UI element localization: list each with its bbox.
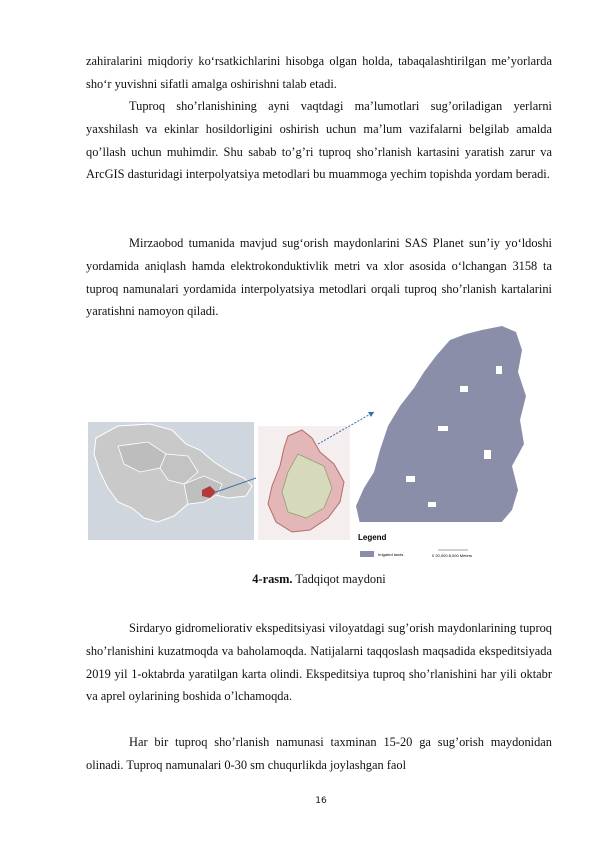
irrigated-lands-shape <box>356 326 526 544</box>
non-irrigated-patch <box>460 386 468 392</box>
legend-title: Legend <box>358 533 387 542</box>
scale-text: 0 20,000 8,000 Meters <box>432 553 473 558</box>
mirzaobod-irrigated-map <box>350 326 526 564</box>
arrow-head <box>368 412 374 417</box>
non-irrigated-patch <box>438 426 448 431</box>
non-irrigated-patch <box>484 450 491 459</box>
paragraph-5: Har bir tuproq sho’rlanish namunasi taxminan 15-20 ga sug’orish maydonidan olinadi. Tuproq namunalari 0-30 sm chuqurlikda joylashgan faol <box>86 735 552 772</box>
uzbekistan-map <box>88 422 256 540</box>
paragraph-4: Sirdaryo gidromeliorativ ekspeditsiyasi viloyatdagi sug’orish maydonlarining tuproq sho’rlanishini kuzatmoqda va baholamoqda. Natijalarni taqqoslash maqsadida ekspeditsiyada 2019 yil 1-oktabrda yaratilgan karta olindi. Ekspeditsiya tuproq sho’rlanishini har yili oktabr va aprel oylarining boshida o’lchamoqda. <box>86 621 552 704</box>
caption-label: 4-rasm. <box>252 572 293 586</box>
paragraph-2: Tuproq sho’rlanishining ayni vaqtdagi ma’lumotlari sug’oriladigan yerlarni yaxshilash va ekinlar hosildorligini oshirish uchun ma’lum vazifalarni belgilab amalda qo’llash uchun muhimdir. Shu sabab to’g’ri tuproq sho’rlanish kartasini yaratish zarur va ArcGIS dasturidagi interpolyatsiya metodlari bu muammoga yechim topishda yordam beradi. <box>86 99 552 182</box>
paragraph-1: zahiralarini miqdoriy ko‘rsatkichlarini hisobga olgan holda, tabaqalashtirilgan me’yorlarda sho‘r yuvishni sifatli amalga oshirishni talab etadi. <box>86 54 552 91</box>
page-number: 16 <box>315 796 327 806</box>
legend-item-label: Irrigated lands <box>378 552 404 557</box>
legend-swatch <box>360 551 374 557</box>
sirdaryo-region-map <box>258 412 374 540</box>
non-irrigated-patch <box>428 502 436 507</box>
non-irrigated-patch <box>496 366 502 374</box>
figure-caption <box>86 568 552 590</box>
study-area-figure <box>88 326 528 566</box>
non-irrigated-patch <box>406 476 415 482</box>
paragraph-3: Mirzaobod tumanida mavjud sug‘orish maydonlarini SAS Planet sun’iy yo‘ldoshi yordamida aniqlash hamda elektrokonduktivlik metri va xlor asosida o‘lchangan 3158 ta tuproq namunalari yordamida interpolyatsiya metodlari orqali tuproq sho’rlanish kartalarini yaratishni namoyon qiladi. <box>86 236 552 319</box>
caption-text: Tadqiqot maydoni <box>292 572 386 586</box>
